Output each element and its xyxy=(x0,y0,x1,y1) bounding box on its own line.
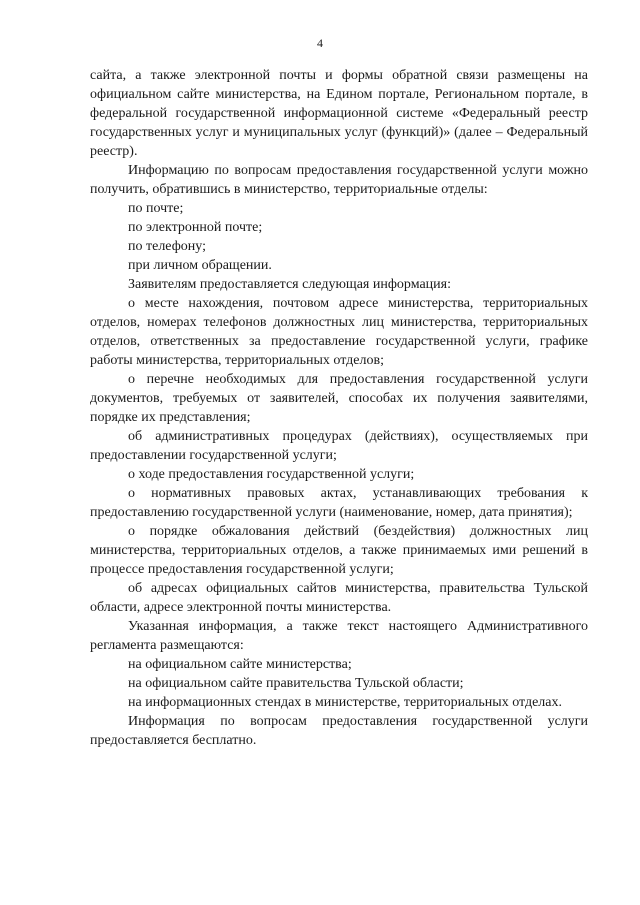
list-item: на официальном сайте министерства; xyxy=(128,657,352,672)
list-item: при личном обращении. xyxy=(128,258,272,273)
paragraph-placement: Указанная информация, а также текст настоящего Административного регламента размещаются: xyxy=(90,619,588,653)
list-item: о месте нахождения, почтовом адресе министерства, территориальных отделов, номерах телефонов должностных лиц министерства, территориальных отделов, ответственных за предоставление государственной услуги, графике работы министерства, территориальных отделов; xyxy=(90,296,588,368)
list-item: на официальном сайте правительства Тульской области; xyxy=(128,676,464,691)
list-item: по телефону; xyxy=(128,239,206,254)
list-item: о ходе предоставления государственной услуги; xyxy=(128,467,415,482)
list-item: о перечне необходимых для предоставления государственной услуги документов, требуемых от заявителей, способах их получения заявителями, порядке их представления; xyxy=(90,372,588,425)
page-number: 4 xyxy=(317,36,323,50)
list-item: о порядке обжалования действий (бездействия) должностных лиц министерства, территориальных отделов, а также принимаемых ими решений в процессе предоставления государственной услуги; xyxy=(90,524,588,577)
list-item: об адресах официальных сайтов министерства, правительства Тульской области, адресе электронной почты министерства. xyxy=(90,581,588,615)
document-body xyxy=(90,66,588,750)
list-item: об административных процедурах (действиях), осуществляемых при предоставлении государственной услуги; xyxy=(90,429,588,463)
paragraph-applicant-info: Заявителям предоставляется следующая информация: xyxy=(128,277,451,292)
paragraph-continuation: сайта, а также электронной почты и формы обратной связи размещены на официальном сайте министерства, на Едином портале, Региональном портале, в федеральной государственной информационной системе «Федеральный реестр государственных услуг и муниципальных услуг (функций)» (далее – Федеральный реестр). xyxy=(90,68,588,159)
list-item: о нормативных правовых актах, устанавливающих требования к предоставлению государственной услуги (наименование, номер, дата принятия); xyxy=(90,486,588,520)
paragraph-free-of-charge: Информация по вопросам предоставления государственной услуги предоставляется бесплатно. xyxy=(90,714,588,748)
paragraph-info-methods: Информацию по вопросам предоставления государственной услуги можно получить, обратившись в министерство, территориальные отделы: xyxy=(90,163,588,197)
list-item: по почте; xyxy=(128,201,184,216)
list-item: по электронной почте; xyxy=(128,220,263,235)
list-item: на информационных стендах в министерстве, территориальных отделах. xyxy=(128,695,562,710)
